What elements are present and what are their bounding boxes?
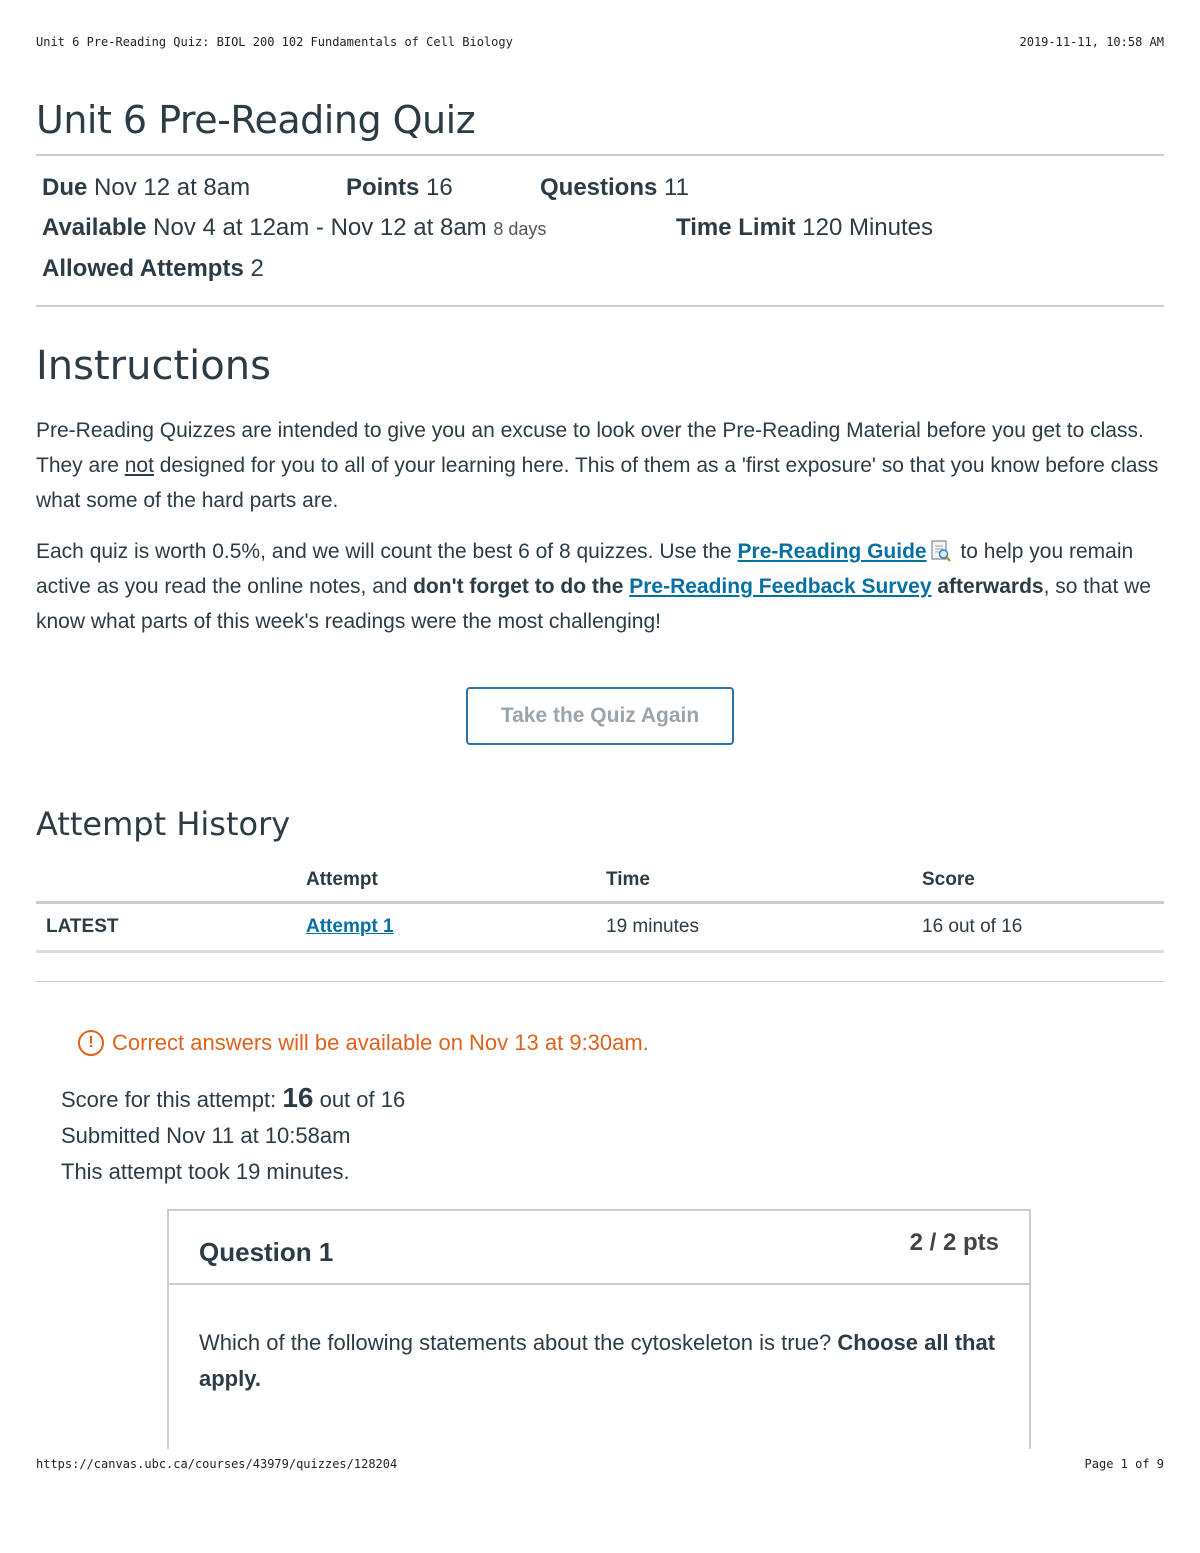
attempt-history-table [36, 859, 1164, 953]
attempt-status-label: LATEST [36, 903, 296, 952]
points-field [346, 168, 540, 208]
available-field [42, 208, 676, 249]
due-label: Due [42, 174, 88, 201]
question-text [169, 1285, 1029, 1397]
question-card [167, 1209, 1031, 1449]
page-title: Unit 6 Pre-Reading Quiz [36, 98, 476, 142]
take-quiz-container [36, 687, 1164, 745]
instructions-paragraph-2 [36, 534, 1164, 639]
time-limit-value: 120 Minutes [802, 214, 933, 241]
attempt-summary [61, 1080, 1164, 1190]
print-header [36, 35, 1164, 49]
emphasis-not: not [124, 454, 154, 477]
column-header-score: Score [912, 859, 1164, 903]
attempt-time: 19 minutes [596, 903, 912, 952]
instructions-text: Each quiz is worth 0.5%, and we will count the best 6 of 8 quizzes. Use the [36, 540, 738, 563]
score-suffix: out of 16 [313, 1087, 406, 1112]
column-header-time: Time [596, 859, 912, 903]
quiz-details [36, 156, 1164, 305]
quiz-content [36, 92, 1164, 1190]
available-value: Nov 4 at 12am - Nov 12 at 8am [153, 214, 487, 241]
notice-text: Correct answers will be available on Nov 13 at 9:30am. [112, 1030, 649, 1055]
available-duration: 8 days [493, 219, 547, 239]
questions-field [540, 168, 689, 208]
attempt-cell [296, 903, 596, 952]
instructions-paragraph-1 [36, 413, 1164, 518]
question-prompt: Which of the following statements about the cytoskeleton is true? [199, 1330, 838, 1355]
print-footer [36, 1457, 1164, 1471]
available-label: Available [42, 214, 147, 241]
attempt-1-link[interactable]: Attempt 1 [306, 916, 394, 937]
column-header-attempt: Attempt [296, 859, 596, 903]
instructions-text: Pre-Reading Quizzes are intended to give you an excuse to look over the Pre-Reading Material before you get to class. They are [36, 419, 1144, 477]
details-row-3 [42, 249, 1158, 289]
details-row-2 [42, 208, 1158, 249]
instructions-bold-afterwards: afterwards [937, 575, 1044, 598]
instructions-text: to help you remain active as you read the online notes, and [36, 540, 1134, 598]
score-prefix: Score for this attempt: [61, 1087, 283, 1112]
table-header-row [36, 859, 1164, 903]
take-quiz-again-button[interactable]: Take the Quiz Again [466, 687, 734, 745]
duration-line: This attempt took 19 minutes. [61, 1159, 350, 1184]
answers-availability-notice [78, 1030, 1164, 1056]
attempt-history-heading: Attempt History [36, 805, 291, 843]
section-divider [36, 981, 1164, 982]
submitted-line: Submitted Nov 11 at 10:58am [61, 1123, 351, 1148]
table-row [36, 903, 1164, 952]
due-field [42, 168, 346, 208]
document-preview-icon[interactable] [931, 538, 951, 560]
instructions-text: , so that we know what parts of this week's readings were the most challenging! [36, 575, 1151, 633]
points-label: Points [346, 174, 420, 201]
instructions-text: designed for you to all of your learning here. This of them as a 'first exposure' so that you know before class what some of the hard parts are. [36, 454, 1159, 512]
print-header-title: Unit 6 Pre-Reading Quiz: BIOL 200 102 Fundamentals of Cell Biology [36, 35, 513, 49]
points-value: 16 [426, 174, 453, 201]
print-footer-page: Page 1 of 9 [1084, 1457, 1164, 1471]
feedback-survey-link[interactable]: Pre-Reading Feedback Survey [629, 575, 932, 598]
allowed-attempts-field [42, 249, 264, 289]
due-value: Nov 12 at 8am [94, 174, 251, 201]
score-value: 16 [282, 1082, 314, 1113]
details-row-1 [42, 168, 1158, 208]
time-limit-label: Time Limit [676, 214, 796, 241]
details-divider [36, 305, 1164, 307]
questions-value: 11 [664, 174, 689, 201]
questions-label: Questions [540, 174, 658, 201]
print-footer-url: https://canvas.ubc.ca/courses/43979/quizzes/128204 [36, 1457, 398, 1471]
question-title: Question 1 [199, 1237, 334, 1267]
question-points: 2 / 2 pts [909, 1229, 999, 1256]
pre-reading-guide-link[interactable]: Pre-Reading Guide [737, 540, 927, 563]
allowed-attempts-value: 2 [250, 255, 264, 282]
time-limit-field [676, 208, 933, 249]
print-header-timestamp: 2019-11-11, 10:58 AM [1019, 35, 1164, 49]
column-header [36, 859, 296, 903]
question-instruction: Choose all that apply. [199, 1330, 996, 1391]
warning-icon: ! [78, 1030, 104, 1056]
instructions-bold: don't forget to do the [413, 575, 630, 598]
question-header [169, 1211, 1029, 1285]
allowed-attempts-label: Allowed Attempts [42, 255, 244, 282]
attempt-score: 16 out of 16 [912, 903, 1164, 952]
score-line [61, 1080, 1164, 1118]
instructions-heading: Instructions [36, 343, 271, 389]
